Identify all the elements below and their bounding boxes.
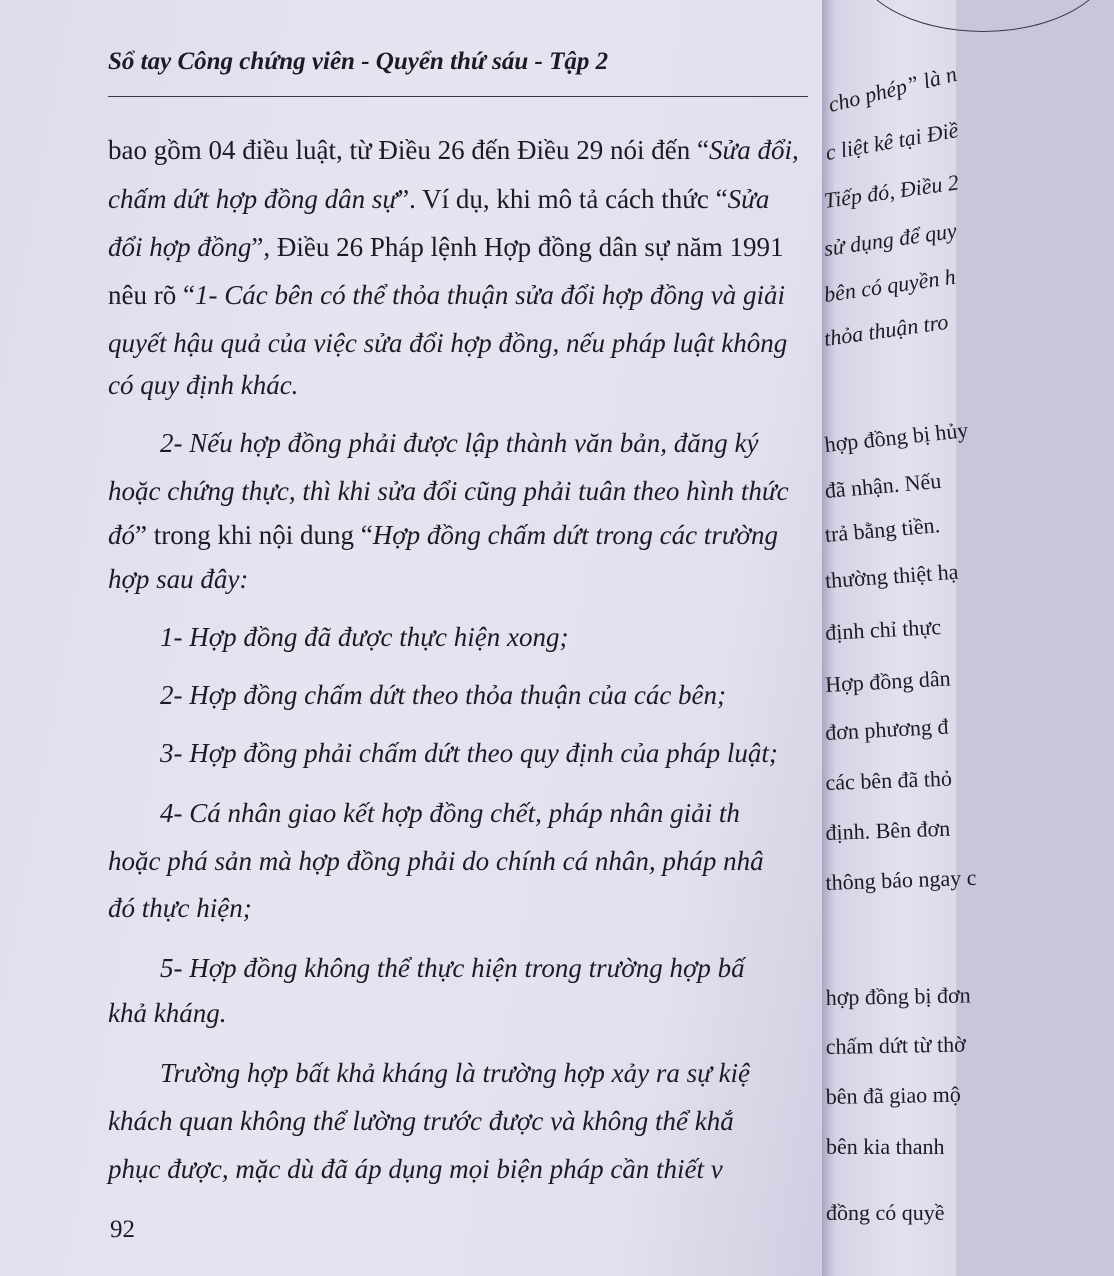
facing-page-fragment: trả bằng tiền. bbox=[823, 512, 941, 548]
text-run: phục được, mặc dù đã áp dụng mọi biện pháp cần thiết v bbox=[108, 1154, 723, 1184]
facing-page-fragment: hợp đồng bị đơn bbox=[825, 982, 971, 1011]
text-run: khách quan không thể lường trước được và không thể khắ bbox=[108, 1106, 734, 1136]
text-line bbox=[108, 330, 787, 357]
text-line bbox=[108, 282, 785, 309]
text-run: 5- Hợp đồng không thể thực hiện trong trường hợp bấ bbox=[160, 953, 745, 983]
facing-page-fragment: đồng có quyề bbox=[826, 1200, 945, 1225]
text-line bbox=[160, 955, 745, 982]
text-line bbox=[108, 372, 298, 399]
text-run: ”, Điều 26 Pháp lệnh Hợp đồng dân sự năm 1991 bbox=[251, 232, 784, 262]
text-line bbox=[108, 1156, 723, 1183]
facing-page-edge bbox=[822, 0, 977, 1276]
text-run: chấm dứt hợp đồng dân sự bbox=[108, 184, 398, 214]
facing-page-fragment: bên kia thanh bbox=[826, 1134, 945, 1159]
facing-page-fragment: bên có quyền h bbox=[822, 263, 958, 308]
facing-page-fragment: định chỉ thực bbox=[824, 613, 942, 646]
running-header bbox=[108, 40, 808, 97]
text-run: hoặc chứng thực, thì khi sửa đổi cũng phải tuân theo hình thức bbox=[108, 476, 789, 506]
text-line bbox=[160, 682, 726, 709]
text-run: 1- Hợp đồng đã được thực hiện xong; bbox=[160, 622, 569, 652]
text-run: 3- Hợp đồng phải chấm dứt theo quy định của pháp luật; bbox=[160, 738, 778, 768]
text-line bbox=[108, 895, 252, 922]
text-run: đó bbox=[108, 520, 135, 550]
text-run: 2- Hợp đồng chấm dứt theo thỏa thuận của các bên; bbox=[160, 680, 727, 710]
text-run: có quy định khác. bbox=[108, 370, 299, 400]
text-run: đổi hợp đồng bbox=[108, 232, 252, 262]
text-line bbox=[108, 1108, 734, 1135]
text-run: ”. Ví dụ, khi mô tả cách thức “ bbox=[397, 184, 728, 214]
text-run: ” trong khi nội dung “ bbox=[135, 520, 373, 550]
text-run: hợp sau đây: bbox=[108, 564, 249, 594]
facing-page-fragment: sử dụng để quy bbox=[822, 217, 959, 262]
text-run: đó thực hiện; bbox=[108, 893, 252, 923]
facing-page-fragment: c liệt kê tại Điề bbox=[823, 117, 961, 166]
text-run: 1- Các bên có thể thỏa thuận sửa đổi hợp đồng và giải bbox=[194, 280, 786, 310]
text-line bbox=[160, 624, 568, 651]
text-line bbox=[160, 1060, 750, 1087]
facing-page-fragment: đã nhận. Nếu bbox=[823, 467, 943, 504]
text-run: hoặc phá sản mà hợp đồng phải do chính cá nhân, pháp nhâ bbox=[108, 846, 764, 876]
header-title: Sổ tay Công chứng viên - Quyển thứ sáu - Tập 2 bbox=[108, 48, 609, 75]
facing-page-fragment: định. Bên đơn bbox=[825, 815, 951, 846]
text-run: quyết hậu quả của việc sửa đổi hợp đồng, nếu pháp luật không bbox=[108, 328, 788, 358]
text-line bbox=[108, 566, 248, 593]
facing-page-fragment: Tiếp đó, Điều 2 bbox=[822, 169, 961, 214]
text-line bbox=[108, 478, 789, 505]
page-number: 92 bbox=[110, 1216, 135, 1243]
facing-page-fragment: hợp đồng bị hủy bbox=[823, 417, 970, 458]
text-line bbox=[108, 848, 764, 875]
text-run: Hợp đồng chấm dứt trong các trường bbox=[372, 520, 778, 550]
facing-page-fragment: đơn phương đ bbox=[824, 713, 949, 746]
facing-page-fragment: thỏa thuận tro bbox=[822, 308, 950, 352]
text-run: nêu rõ “ bbox=[108, 280, 195, 310]
text-run: khả kháng. bbox=[108, 998, 227, 1028]
text-line bbox=[108, 522, 778, 549]
text-run: 2- Nếu hợp đồng phải được lập thành văn bản, đăng ký bbox=[160, 428, 759, 458]
text-run: 4- Cá nhân giao kết hợp đồng chết, pháp nhân giải th bbox=[160, 798, 740, 828]
facing-page-fragment: Hợp đồng dân bbox=[824, 665, 952, 698]
facing-page-fragment: thường thiệt hạ bbox=[824, 558, 960, 594]
text-run: bao gồm 04 điều luật, từ Điều 26 đến Điều 29 nói đến “ bbox=[108, 135, 710, 165]
text-line bbox=[108, 234, 784, 261]
text-line bbox=[108, 1000, 226, 1027]
facing-page-fragment: cho phép” là n bbox=[825, 60, 960, 118]
text-line bbox=[160, 430, 758, 457]
text-run: Sửa đổi, bbox=[709, 135, 799, 165]
text-run: Sửa bbox=[727, 184, 770, 214]
text-line bbox=[160, 800, 740, 827]
text-line bbox=[108, 137, 799, 164]
facing-page-fragment: thông báo ngay c bbox=[825, 864, 977, 896]
facing-page-fragment: các bên đã thỏ bbox=[825, 765, 953, 796]
text-line bbox=[160, 740, 778, 767]
facing-page-fragment: chấm dứt từ thờ bbox=[825, 1031, 966, 1060]
text-line bbox=[108, 186, 769, 213]
text-run: Trường hợp bất khả kháng là trường hợp xảy ra sự kiệ bbox=[160, 1058, 751, 1088]
facing-page-fragment: bên đã giao mộ bbox=[825, 1081, 961, 1110]
facing-page-header-rule bbox=[852, 0, 1114, 32]
